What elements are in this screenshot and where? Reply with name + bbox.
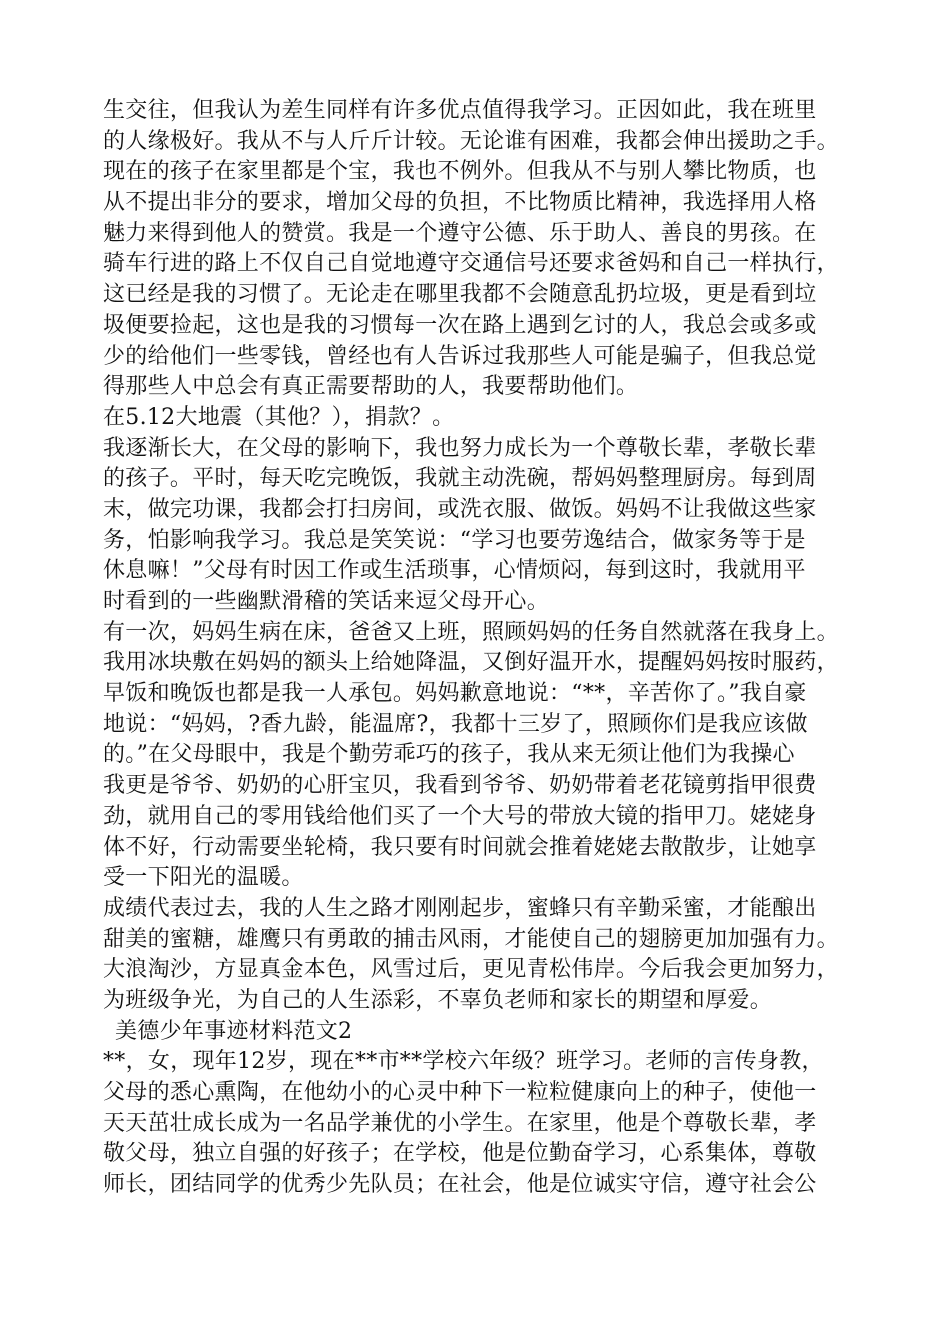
text-line: 劲，就用自己的零用钱给他们买了一个大号的带放大镜的指甲刀。姥姥身 xyxy=(103,803,817,829)
text-line: 早饭和晚饭也都是我一人承包。妈妈歉意地说：“**，辛苦你了。”我自豪 xyxy=(103,681,807,707)
text-line: 受一下阳光的温暖。 xyxy=(103,865,304,891)
text-line: **，女，现年12岁，现在**市**学校六年级？班学习。老师的言传身教， xyxy=(103,1049,824,1075)
text-line: 生交往，但我认为差生同样有许多优点值得我学习。正因如此，我在班里 xyxy=(103,98,817,123)
text-line: 我用冰块敷在妈妈的额头上给她降温，又倒好温开水，提醒妈妈按时服药， xyxy=(103,650,839,676)
document-body xyxy=(103,96,883,1201)
text-line: 成绩代表过去，我的人生之路才刚刚起步，蜜蜂只有辛勤采蜜，才能酿出 xyxy=(103,895,817,921)
text-line: 父母的悉心熏陶，在他幼小的心灵中种下一粒粒健康向上的种子，使他一 xyxy=(103,1080,817,1105)
text-line: 时看到的一些幽默滑稽的笑话来逗父母开心。 xyxy=(103,589,550,614)
text-line: 师长，团结同学的优秀少先队员；在社会，他是位诚实守信，遵守社会公 xyxy=(103,1172,817,1198)
text-line: 甜美的蜜糖，雄鹰只有勇敢的捕击风雨，才能使自己的翅膀更加加强有力。 xyxy=(103,926,839,952)
text-line: 休息嘛！”父母有时因工作或生活琐事，心情烦闷，每到这时，我就用平 xyxy=(103,558,806,584)
text-line: 骑车行进的路上不仅自己自觉地遵守交通信号还要求爸妈和自己一样执行， xyxy=(103,251,839,277)
text-line: 魅力来得到他人的赞赏。我是一个遵守公德、乐于助人、善良的男孩。在 xyxy=(103,220,817,246)
text-line: 的孩子。平时，每天吃完晚饭，我就主动洗碗，帮妈妈整理厨房。每到周 xyxy=(103,466,817,492)
text-line: 圾便要捡起，这也是我的习惯每一次在路上遇到乞讨的人，我总会或多或 xyxy=(103,312,817,338)
text-line: 大浪淘沙，方显真金本色，风雪过后，更见青松伟岸。今后我会更加努力， xyxy=(103,957,839,983)
text-line: 末，做完功课，我都会打扫房间，或洗衣服、做饭。妈妈不让我做这些家 xyxy=(103,496,817,522)
text-line: 少的给他们一些零钱，曾经也有人告诉过我那些人可能是骗子，但我总觉 xyxy=(103,343,817,369)
text-line: 我更是爷爷、奶奶的心肝宝贝，我看到爷爷、奶奶带着老花镜剪指甲很费 xyxy=(103,773,817,799)
text-line: 有一次，妈妈生病在床，爸爸又上班，照顾妈妈的任务自然就落在我身上。 xyxy=(103,619,839,645)
text-line: 务，怕影响我学习。我总是笑笑说：“学习也要劳逸结合，做家务等于是 xyxy=(103,527,806,553)
text-line: 的人缘极好。我从不与人斤斤计较。无论谁有困难，我都会伸出援助之手。 xyxy=(103,128,839,154)
text-line: 在5.12大地震（其他？），捐款？。 xyxy=(103,404,455,430)
section-heading: 美德少年事迹材料范文2 xyxy=(115,1018,353,1044)
text-line: 这已经是我的习惯了。无论走在哪里我都不会随意乱扔垃圾，更是看到垃 xyxy=(103,282,817,308)
text-line: 地说：“妈妈，?香九龄，能温席?，我都十三岁了，照顾你们是我应该做 xyxy=(103,711,808,737)
text-line: 我逐渐长大，在父母的影响下，我也努力成长为一个尊敬长辈，孝敬长辈 xyxy=(103,435,817,461)
text-line: 为班级争光，为自己的人生添彩，不辜负老师和家长的期望和厚爱。 xyxy=(103,987,773,1013)
text-line: 的。”在父母眼中，我是个勤劳乖巧的孩子，我从来无须让他们为我操心 xyxy=(103,742,795,768)
text-line: 现在的孩子在家里都是个宝，我也不例外。但我从不与别人攀比物质，也 xyxy=(103,159,817,185)
text-line: 天天茁壮成长成为一名品学兼优的小学生。在家里，他是个尊敬长辈，孝 xyxy=(103,1110,817,1136)
text-line: 体不好，行动需要坐轮椅，我只要有时间就会推着姥姥去散散步，让她享 xyxy=(103,834,817,860)
text-line: 敬父母，独立自强的好孩子；在学校，他是位勤奋学习，心系集体，尊敬 xyxy=(103,1141,817,1167)
text-line: 从不提出非分的要求，增加父母的负担，不比物质比精神，我选择用人格 xyxy=(103,190,817,216)
text-line: 得那些人中总会有真正需要帮助的人，我要帮助他们。 xyxy=(103,374,639,400)
